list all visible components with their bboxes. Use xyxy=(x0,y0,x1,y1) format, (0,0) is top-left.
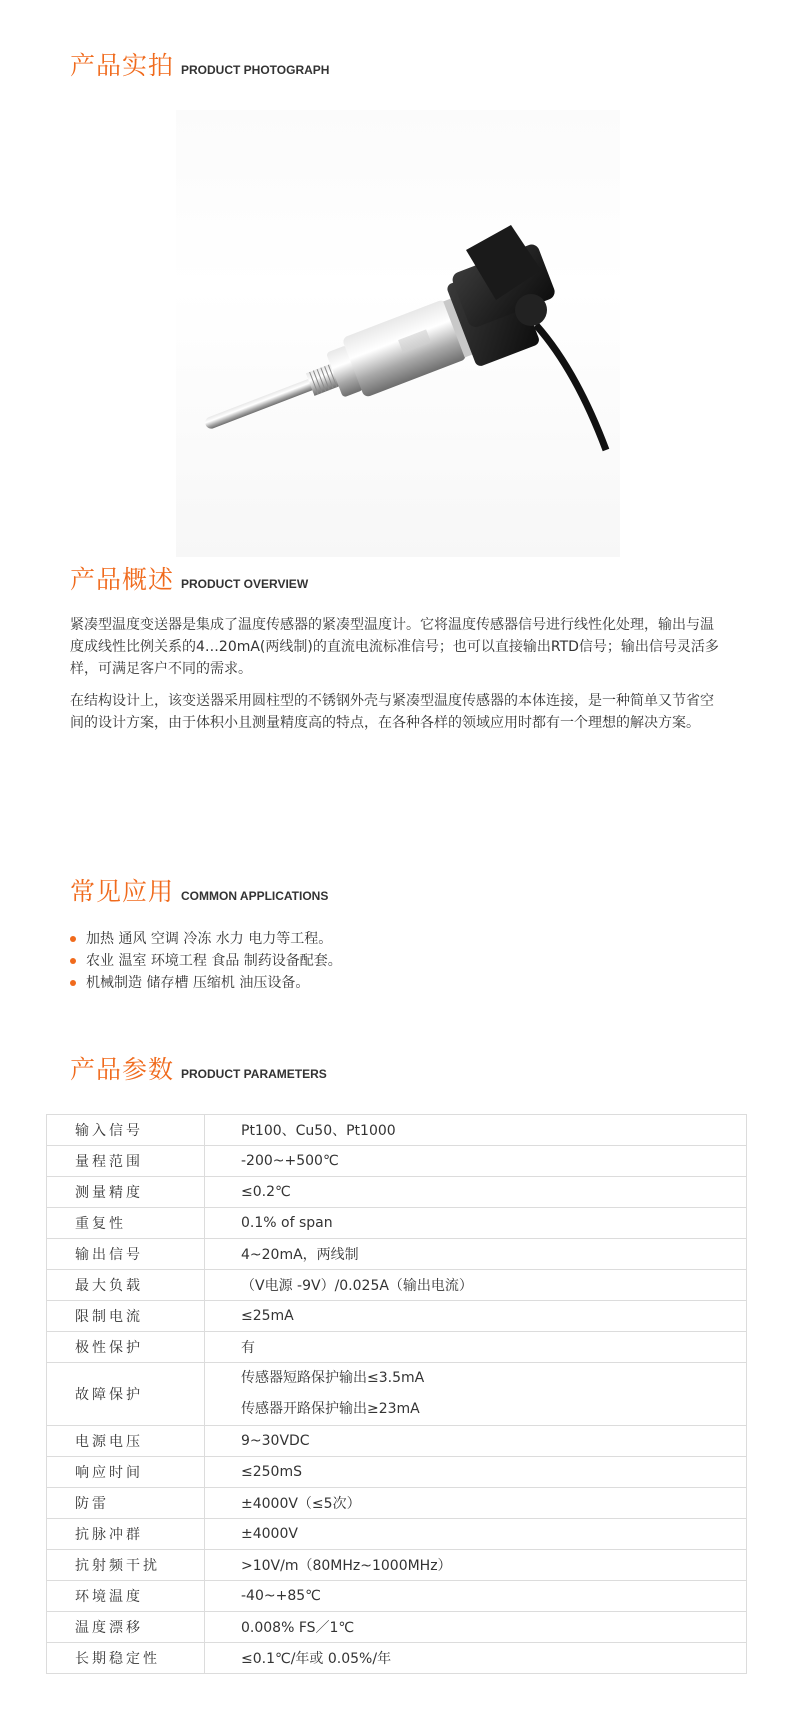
param-key: 温度漂移 xyxy=(47,1612,205,1643)
param-value: ≤250mS xyxy=(205,1457,747,1488)
table-row xyxy=(47,1146,747,1177)
section-title-applications xyxy=(70,872,328,908)
table-row xyxy=(47,1239,747,1270)
table-row xyxy=(47,1581,747,1612)
list-item xyxy=(70,950,342,972)
param-key: 抗脉冲群 xyxy=(47,1519,205,1550)
section-title-cn: 产品参数 xyxy=(70,1055,175,1084)
param-value: ≤0.2℃ xyxy=(205,1177,747,1208)
param-key: 电源电压 xyxy=(47,1426,205,1457)
param-value: >10V/m（80MHz~1000MHz） xyxy=(205,1550,747,1581)
param-value: ≤0.1℃/年或 0.05%/年 xyxy=(205,1643,747,1674)
bullet-icon xyxy=(70,958,76,964)
param-value: 9~30VDC xyxy=(205,1426,747,1457)
application-text: 加热 通风 空调 冷冻 水力 电力等工程。 xyxy=(86,931,333,947)
param-key: 量程范围 xyxy=(47,1146,205,1177)
param-key: 抗射频干扰 xyxy=(47,1550,205,1581)
table-row xyxy=(47,1115,747,1146)
param-value: -40~+85℃ xyxy=(205,1581,747,1612)
param-key: 测量精度 xyxy=(47,1177,205,1208)
param-value: -200~+500℃ xyxy=(205,1146,747,1177)
section-title-cn: 产品概述 xyxy=(70,565,175,594)
table-row xyxy=(47,1270,747,1301)
parameters-table xyxy=(46,1114,747,1674)
section-title-photograph xyxy=(70,46,329,82)
param-key: 限制电流 xyxy=(47,1301,205,1332)
param-value: 0.008% FS／1℃ xyxy=(205,1612,747,1643)
param-key: 极性保护 xyxy=(47,1332,205,1363)
param-key: 环境温度 xyxy=(47,1581,205,1612)
list-item xyxy=(70,928,342,950)
table-row xyxy=(47,1643,747,1674)
param-value-multiline xyxy=(205,1363,747,1426)
section-title-cn: 产品实拍 xyxy=(70,51,175,80)
bullet-icon xyxy=(70,980,76,986)
param-key: 最大负载 xyxy=(47,1270,205,1301)
param-value: ±4000V（≤5次） xyxy=(205,1488,747,1519)
bullet-icon xyxy=(70,936,76,942)
table-row xyxy=(47,1301,747,1332)
param-value: Pt100、Cu50、Pt1000 xyxy=(205,1115,747,1146)
section-title-cn: 常见应用 xyxy=(70,877,175,906)
section-title-overview xyxy=(70,560,308,596)
table-row xyxy=(47,1612,747,1643)
param-key: 响应时间 xyxy=(47,1457,205,1488)
application-text: 农业 温室 环境工程 食品 制药设备配套。 xyxy=(86,953,342,969)
table-row xyxy=(47,1457,747,1488)
section-title-en: PRODUCT OVERVIEW xyxy=(181,577,309,591)
param-value: （V电源 -9V）/0.025A（输出电流） xyxy=(205,1270,747,1301)
overview-paragraph-2: 在结构设计上，该变送器采用圆柱型的不锈钢外壳与紧凑型温度传感器的本体连接，是一种简单又节省空间的设计方案，由于体积小且测量精度高的特点，在各种各样的领域应用时都有一个理想的解决方案。 xyxy=(70,693,714,731)
param-value: 0.1% of span xyxy=(205,1208,747,1239)
param-key: 故障保护 xyxy=(47,1363,205,1426)
param-key: 长期稳定性 xyxy=(47,1643,205,1674)
section-title-en: PRODUCT PARAMETERS xyxy=(181,1067,327,1081)
param-value: 传感器短路保护输出≤3.5mA xyxy=(241,1370,425,1386)
overview-paragraph-1: 紧凑型温度变送器是集成了温度传感器的紧凑型温度计。它将温度传感器信号进行线性化处理，输出与温度成线性比例关系的4…20mA(两线制)的直流电流标准信号；也可以直接输出RTD信号；输出信号灵活多样，可满足客户不同的需求。 xyxy=(70,617,719,677)
section-title-en: COMMON APPLICATIONS xyxy=(181,889,329,903)
product-photo xyxy=(176,110,620,557)
param-value: 有 xyxy=(205,1332,747,1363)
section-title-en: PRODUCT PHOTOGRAPH xyxy=(181,63,330,77)
table-row xyxy=(47,1177,747,1208)
table-row xyxy=(47,1363,747,1426)
table-row xyxy=(47,1332,747,1363)
param-value-2: 传感器开路保护输出≥23mA xyxy=(241,1401,420,1417)
param-value: ≤25mA xyxy=(205,1301,747,1332)
applications-list xyxy=(70,928,342,994)
list-item xyxy=(70,972,342,994)
table-row xyxy=(47,1426,747,1457)
section-title-parameters xyxy=(70,1050,327,1086)
param-value: 4~20mA，两线制 xyxy=(205,1239,747,1270)
table-row xyxy=(47,1519,747,1550)
table-row xyxy=(47,1550,747,1581)
param-value: ±4000V xyxy=(205,1519,747,1550)
application-text: 机械制造 储存槽 压缩机 油压设备。 xyxy=(86,975,310,991)
param-key: 输入信号 xyxy=(47,1115,205,1146)
table-row xyxy=(47,1208,747,1239)
table-row xyxy=(47,1488,747,1519)
param-key: 防雷 xyxy=(47,1488,205,1519)
param-key: 输出信号 xyxy=(47,1239,205,1270)
param-key: 重复性 xyxy=(47,1208,205,1239)
